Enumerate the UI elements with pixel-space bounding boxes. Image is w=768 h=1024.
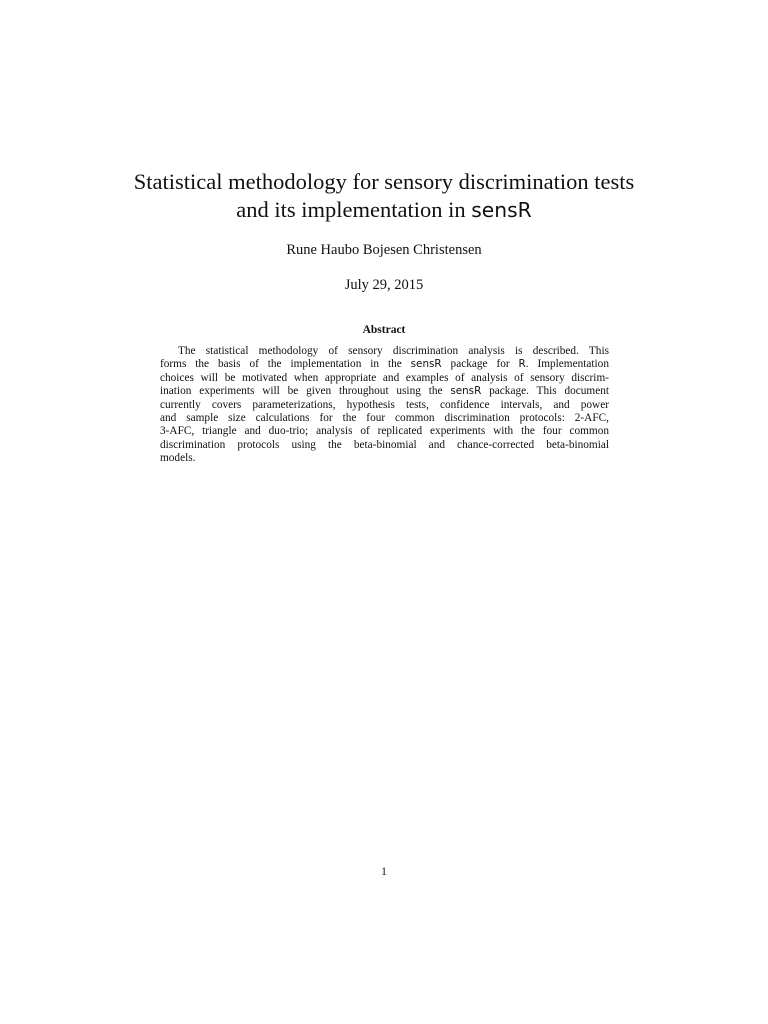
abstract-line: models. <box>160 452 196 465</box>
title-package-name: sensR <box>471 198 532 222</box>
language-name: R <box>518 358 526 371</box>
title-line-1: Statistical methodology for sensory discrimination tests <box>133 169 635 194</box>
page-number: 1 <box>381 866 387 878</box>
title-line-2-text: and its implementation in <box>236 197 472 222</box>
paper-title <box>84 168 684 224</box>
abstract-line: forms the basis of the implementation in the sensR package for R. Implementation <box>160 358 609 371</box>
abstract-line: currently covers parameterizations, hypothesis tests, confidence intervals, and power <box>160 398 609 411</box>
abstract-heading: Abstract <box>362 324 406 336</box>
abstract-line: ination experiments will be given throughout using the sensR package. This document <box>160 385 609 398</box>
abstract-line: discrimination protocols using the beta-binomial and chance-corrected beta-binomial <box>160 438 609 451</box>
author-name: Rune Haubo Bojesen Christensen <box>286 242 482 258</box>
abstract-line: choices will be motivated when appropriate and examples of analysis of sensory discrim- <box>160 371 609 384</box>
abstract-line: and sample size calculations for the four common discrimination protocols: 2-AFC, <box>160 412 609 425</box>
abstract-line: The statistical methodology of sensory discrimination analysis is described. This <box>178 345 609 357</box>
package-name: sensR <box>450 385 482 398</box>
abstract-line: 3-AFC, triangle and duo-trio; analysis of replicated experiments with the four common <box>160 425 609 438</box>
abstract-body <box>160 345 609 466</box>
title-line-2 <box>84 196 684 224</box>
package-name: sensR <box>410 358 442 371</box>
publication-date: July 29, 2015 <box>344 277 424 293</box>
